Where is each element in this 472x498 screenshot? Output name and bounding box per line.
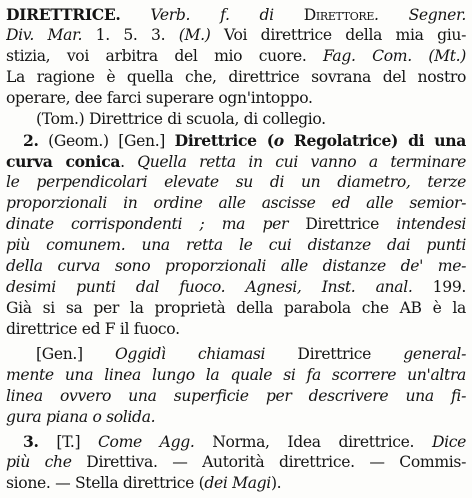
- citation-number: 199.: [412, 278, 466, 296]
- sense-2-line-5: [6, 214, 466, 235]
- domain-tag: [T.]: [38, 433, 98, 451]
- example-text: sione. — Stella direttrice: [6, 474, 199, 492]
- sense-2-line-6: [6, 235, 466, 256]
- definition: proporzionali in ordine alle ascisse ed alle semior-: [6, 194, 466, 212]
- paren-close: ).: [270, 474, 282, 492]
- base-word: Direttore: [303, 6, 374, 24]
- sense-2-line-1: [6, 130, 466, 151]
- alt-marker: o: [273, 131, 284, 150]
- sense-2-line-4: [6, 193, 466, 214]
- part-of-speech: Verb. f.: [150, 6, 230, 24]
- quote-text: Direttrice di scuola, di collegio.: [84, 110, 326, 128]
- sense-2-line-7: [6, 256, 466, 277]
- sense-2-line-2: [6, 151, 466, 172]
- sense-3-line-2: [6, 452, 466, 473]
- source-author: . Segner.: [374, 6, 466, 24]
- sense-number: 3.: [23, 432, 39, 451]
- source-tag: (Tom.): [36, 110, 85, 128]
- example-text: Direttiva. — Autorità direttrice. — Commis-: [71, 453, 466, 471]
- definition-connector: ma per: [204, 215, 306, 233]
- definition: le perpendicolari elevate su di un diametro, terze: [6, 173, 466, 191]
- paren-close: ): [391, 131, 399, 150]
- term-alt: Regolatrice: [283, 131, 392, 150]
- term-rest: di una: [398, 131, 466, 150]
- paren-open: (: [198, 474, 205, 492]
- quote-text: Voi direttrice della mia giu-: [210, 26, 466, 44]
- punctuation: .: [120, 153, 138, 171]
- headword: DIRETTRICE.: [6, 5, 121, 24]
- definition: più che: [6, 453, 72, 471]
- definition-citation: desimi punti dal fuoco. Agnesi, Inst. anal.: [6, 278, 413, 296]
- entry-line-3: [6, 46, 466, 67]
- paren-open: (: [256, 131, 274, 150]
- definition: gura piana o solida.: [6, 408, 156, 426]
- definition: Dice: [431, 433, 466, 451]
- definition: mente una linea lungo la quale si fa scorrere un'altra: [6, 366, 466, 384]
- term: curva conica: [6, 152, 121, 171]
- gen-line-1: [6, 344, 466, 365]
- quote-text: stizia, voi arbitra del mio cuore.: [6, 47, 323, 65]
- sense-2-line-10: [6, 319, 466, 340]
- domain-tag: [Gen.]: [36, 345, 115, 363]
- sense-3-line-3: [6, 473, 466, 494]
- definition: dinate corrispondenti ;: [6, 215, 205, 233]
- definition: Quella retta in cui vanno a terminare: [137, 153, 466, 171]
- gen-line-4: [6, 407, 466, 428]
- example-text: Norma, Idea direttrice.: [194, 433, 432, 451]
- source-tag: (M.): [178, 26, 211, 44]
- entry-line-5: [6, 88, 466, 109]
- domain-tag: (Geom.) [Gen.]: [38, 132, 175, 150]
- sense-3-line-1: [6, 431, 466, 452]
- quote-text: direttrice ed F il fuoco.: [6, 320, 180, 338]
- definition: linea ovvero una superficie per descrivere una fi-: [6, 387, 466, 405]
- preposition: di: [259, 6, 274, 24]
- definition: dei Magi: [204, 474, 271, 492]
- definition: Come Agg.: [97, 433, 195, 451]
- quote-text: operare, dee farci superare ogn'intoppo.: [6, 89, 313, 107]
- gen-line-2: [6, 365, 466, 386]
- definition: intendesi: [379, 215, 466, 233]
- sense-2-line-8: [6, 277, 466, 298]
- sense-2-line-9: [6, 298, 466, 319]
- citation-number: 1. 5. 3.: [82, 26, 179, 44]
- sense-number: 2.: [23, 131, 39, 150]
- entry-line-4: [6, 67, 466, 88]
- source-tag: (Mt.): [411, 47, 466, 65]
- entry-line-2: [6, 25, 466, 46]
- headword-ref: Direttrice: [305, 215, 380, 233]
- quote-text: Già si sa per la proprietà della parabola che AB è la: [6, 299, 466, 317]
- gen-line-3: [6, 386, 466, 407]
- sense-2-line-3: [6, 172, 466, 193]
- definition: Oggidì chiamasi: [115, 345, 266, 363]
- headword-ref: Direttrice: [265, 345, 404, 363]
- entry-line-6: [6, 109, 466, 130]
- entry-line-1: [6, 4, 466, 25]
- term: Direttrice: [174, 131, 257, 150]
- definition: della curva sono proporzionali alle distanze de' me-: [6, 257, 466, 275]
- definition: più comunem. una retta le cui distanze dai punti: [6, 236, 466, 254]
- definition: general-: [403, 345, 466, 363]
- citation: Div. Mar.: [6, 26, 83, 44]
- citation: Fag. Com.: [323, 47, 412, 65]
- quote-text: La ragione è quella che, direttrice sovrana del nostro: [6, 68, 466, 86]
